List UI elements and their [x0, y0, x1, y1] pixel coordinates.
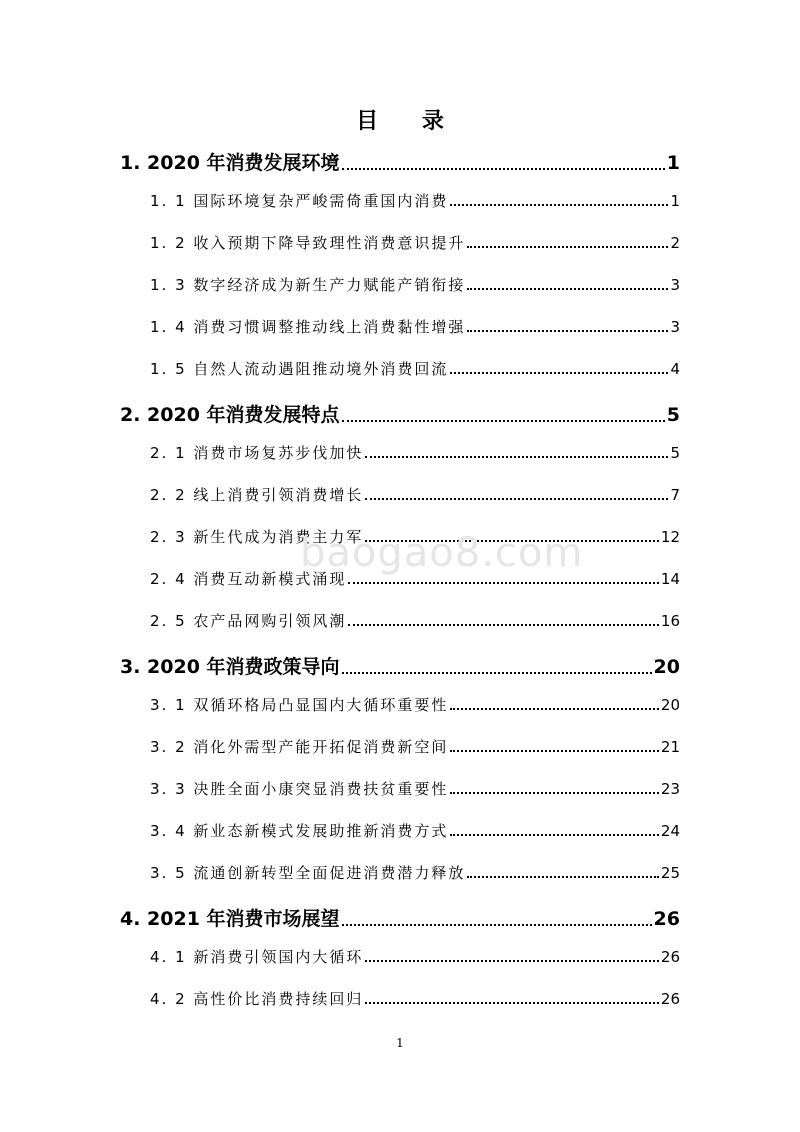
- toc-section[interactable]: [150, 988, 680, 1009]
- toc-chapter[interactable]: [120, 400, 680, 427]
- toc-leader-dots: [450, 372, 668, 374]
- toc-section[interactable]: [150, 274, 680, 295]
- toc-section[interactable]: [150, 610, 680, 631]
- toc-page-number: 26: [653, 908, 680, 930]
- toc-page-number: 1: [666, 152, 680, 174]
- toc-leader-dots: [342, 420, 665, 422]
- toc-label: 1. 5 自然人流动遇阻推动境外消费回流: [150, 360, 449, 378]
- toc-label: 3. 1 双循环格局凸显国内大循环重要性: [150, 696, 449, 714]
- toc-label: 2. 1 消费市场复苏步伐加快: [150, 444, 364, 462]
- toc-label: 3. 3 决胜全面小康突显消费扶贫重要性: [150, 780, 449, 798]
- toc-page-number: 12: [660, 528, 680, 546]
- toc-label: 3. 4 新业态新模式发展助推新消费方式: [150, 822, 449, 840]
- toc-page-number: 1: [670, 192, 680, 210]
- toc-page-number: 26: [660, 948, 680, 966]
- toc-chapter[interactable]: [120, 148, 680, 175]
- toc-chapter[interactable]: [120, 904, 680, 931]
- toc-label: 3. 2020 年消费政策导向: [120, 656, 340, 678]
- toc-label: 4. 1 新消费引领国内大循环: [150, 948, 364, 966]
- toc-label: 1. 2020 年消费发展环境: [120, 152, 340, 174]
- toc-label: 4. 2021 年消费市场展望: [120, 908, 340, 930]
- toc-label: 1. 1 国际环境复杂严峻需倚重国内消费: [150, 192, 449, 210]
- toc-leader-dots: [467, 246, 668, 248]
- toc-label: 1. 2 收入预期下降导致理性消费意识提升: [150, 234, 466, 252]
- toc-leader-dots: [450, 708, 659, 710]
- toc-page-number: 21: [660, 738, 680, 756]
- toc-label: 3. 2 消化外需型产能开拓促消费新空间: [150, 738, 449, 756]
- toc-leader-dots: [450, 834, 659, 836]
- toc-page-number: 7: [670, 486, 680, 504]
- toc-section[interactable]: [150, 568, 680, 589]
- toc-page-number: 4: [670, 360, 680, 378]
- toc-leader-dots: [467, 288, 668, 290]
- toc-label: 2. 5 农产品网购引领风潮: [150, 612, 347, 630]
- toc-label: 2. 3 新生代成为消费主力军: [150, 528, 364, 546]
- toc-leader-dots: [342, 924, 652, 926]
- toc-leader-dots: [348, 582, 659, 584]
- toc-section[interactable]: [150, 442, 680, 463]
- toc-page-number: 5: [670, 444, 680, 462]
- toc-leader-dots: [342, 672, 652, 674]
- toc-page-number: 26: [660, 990, 680, 1008]
- page-number: 1: [396, 1036, 404, 1050]
- toc-section[interactable]: [150, 358, 680, 379]
- toc-section[interactable]: [150, 232, 680, 253]
- watermark: baogao8.com: [300, 530, 584, 576]
- toc-page-number: 24: [660, 822, 680, 840]
- toc-leader-dots: [365, 456, 668, 458]
- toc-page-number: 14: [660, 570, 680, 588]
- toc-label: 3. 5 流通创新转型全面促进消费潜力释放: [150, 864, 466, 882]
- toc-page-number: 25: [660, 864, 680, 882]
- toc-page-number: 3: [670, 318, 680, 336]
- toc-label: 2. 2020 年消费发展特点: [120, 404, 340, 426]
- toc-leader-dots: [365, 1002, 659, 1004]
- toc-page-number: 23: [660, 780, 680, 798]
- toc-leader-dots: [467, 330, 668, 332]
- toc-label: 1. 3 数字经济成为新生产力赋能产销衔接: [150, 276, 466, 294]
- toc-section[interactable]: [150, 190, 680, 211]
- toc-label: 4. 2 高性价比消费持续回归: [150, 990, 364, 1008]
- toc-label: 2. 2 线上消费引领消费增长: [150, 486, 364, 504]
- toc-section[interactable]: [150, 820, 680, 841]
- toc-page-number: 5: [666, 404, 680, 426]
- toc-leader-dots: [450, 204, 668, 206]
- toc-page-number: 3: [670, 276, 680, 294]
- toc-leader-dots: [342, 168, 665, 170]
- toc-section[interactable]: [150, 862, 680, 883]
- toc-leader-dots: [365, 540, 659, 542]
- toc-page-number: 16: [660, 612, 680, 630]
- toc-section[interactable]: [150, 694, 680, 715]
- toc-section[interactable]: [150, 316, 680, 337]
- toc-section[interactable]: [150, 778, 680, 799]
- toc-section[interactable]: [150, 526, 680, 547]
- toc-label: 1. 4 消费习惯调整推动线上消费黏性增强: [150, 318, 466, 336]
- toc-leader-dots: [365, 498, 668, 500]
- toc-page-number: 2: [670, 234, 680, 252]
- page-title: 目 录: [356, 109, 462, 134]
- toc-leader-dots: [348, 624, 659, 626]
- toc-page-number: 20: [660, 696, 680, 714]
- toc-leader-dots: [365, 960, 659, 962]
- toc-section[interactable]: [150, 946, 680, 967]
- toc-label: 2. 4 消费互动新模式涌现: [150, 570, 347, 588]
- toc-section[interactable]: [150, 736, 680, 757]
- toc-leader-dots: [450, 750, 659, 752]
- toc-chapter[interactable]: [120, 652, 680, 679]
- toc-page-number: 20: [653, 656, 680, 678]
- toc-leader-dots: [467, 876, 659, 878]
- toc-section[interactable]: [150, 484, 680, 505]
- toc-leader-dots: [450, 792, 659, 794]
